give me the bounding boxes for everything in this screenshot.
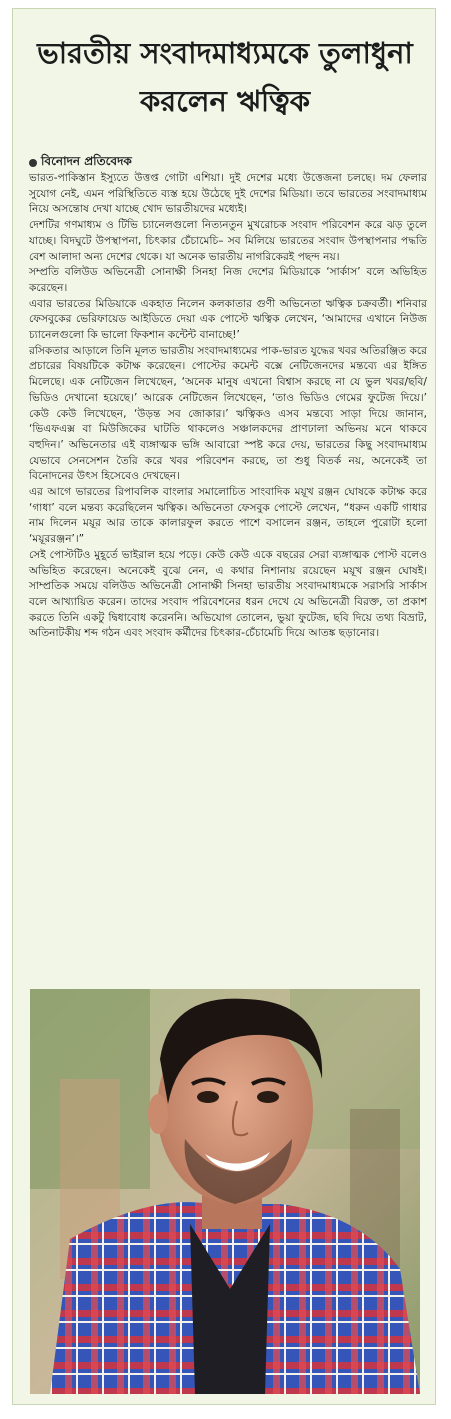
headline: ভারতীয় সংবাদমাধ্যমকে তুলাধুনা করলেন ঋত্বিক — [37, 36, 413, 118]
actor-photo — [30, 989, 420, 1394]
article-body — [29, 171, 427, 642]
byline — [29, 153, 427, 173]
paragraph-5: রসিকতার আড়ালে তিনি মূলত ভারতীয় সংবাদমাধ্যমের পাক-ভারত যুদ্ধের খবর অতিরঞ্জিত করে প্রচারের বিষয়টিকে কটাক্ষ করেছেন। পোস্টের কমেন্ট বক্সে নেটিজেনদের মন্তব্যে এর ইঙ্গিত মিলেছে। এক নেটিজেন লিখেছেন, ‘অনেক মানুষ এখনো বিশ্বাস করছে না যে ভুল খবর/ছবি/ভিডিও দেখানো হয়েছে।’ আরেক নেটিজেন লিখেছেন, ‘তাও ভিডিও গেমের ফুটেজ দিয়ে।’ কেউ কেউ লিখেছেন, ‘উড়ন্ত সব জোকার।’ ঋত্বিকও এসব মন্তব্যে সাড়া দিয়ে জানান, ‘ভিএফএক্স বা মিউজিকের ঘাটতি থাকলেও সঞ্চালকদের প্রাণঢালা অভিনয় মনে থাকবে বহুদিন।’ অভিনেতার এই ব্যঙ্গাত্মক ভঙ্গি আবারো স্পষ্ট করে দেয়, ভারতের কিছু সংবাদমাধ্যম যেভাবে সেনসেশন তৈরি করে খবর পরিবেশন করছে, তা শুধু বিতর্ক নয়, অনেকেই তা বিনোদনের উৎস হিসেবেও দেখছেন। — [29, 344, 427, 483]
reporter-name: বিনোদন প্রতিবেদক — [41, 154, 132, 168]
paragraph-3: সম্প্রতি বলিউড অভিনেত্রী সোনাক্ষী সিনহা নিজ দেশের মিডিয়াকে ‘সার্কাস’ বলে অভিহিত করেছেন। — [29, 266, 427, 294]
paragraph-4: এবার ভারতের মিডিয়াকে একহাত নিলেন কলকাতার গুণী অভিনেতা ঋত্বিক চক্রবর্তী। শনিবার ফেসবুকের ভেরিফায়েড আইডিতে দেয়া এক পোস্টে ঋত্বিক লেখেন, ‘আমাদের এখানে নিউজ চ্যানেলগুলো কি ভালো ফিকশান কন্টেন্ট বানাচ্ছে!’ — [29, 297, 427, 342]
bullet-icon — [29, 159, 37, 167]
paragraph-6: এর আগে ভারতের রিপাবলিক বাংলার সমালোচিত সাংবাদিক ময়ূখ রঞ্জন ঘোষকে কটাক্ষ করে ‘গাধা’ বলে মন্তব্য করেছিলেন ঋত্বিক। অভিনেতা ফেসবুক পোস্টে লেখেন, “ধরুন একটি গাধার নাম দিলেন ময়ূর আর তাকে কালারফুল করতে পাশে বসালেন রঞ্জন, তাহলে পুরোটা হলো ‘ময়ূররঞ্জন’।” — [29, 486, 427, 546]
paragraph-7: সেই পোস্টটিও মুহূর্তে ভাইরাল হয়ে পড়ে। কেউ কেউ একে বছরের সেরা ব্যঙ্গাত্মক পোস্ট বলেও অভিহিত করেছেন। অনেকেই বুঝে নেন, এ কথার নিশানায় রয়েছেন ময়ূখ রঞ্জন ঘোষই। সাম্প্রতিক সময়ে বলিউড অভিনেত্রী সোনাক্ষী সিনহা ভারতীয় সংবাদমাধ্যমকে সরাসরি সার্কাস বলে আখ্যায়িত করেন। তাদের সংবাদ পরিবেশনের ধরন দেখে যে অভিনেত্রী বিরক্ত, তা প্রকাশ করতে তিনি একটু দ্বিধাবোধ করেননি। অভিযোগ তোলেন, ভুয়া ফুটেজ, ছবি দিয়ে তথ্য বিভ্রাট, অতিনাটকীয় শব্দ গঠন এবং সংবাদ কর্মীদের চিৎকার-চেঁচামেচি দিয়ে আতঙ্ক ছড়ানোর। — [29, 548, 427, 640]
paragraph-1: ভারত-পাকিস্তান ইস্যুতে উত্তপ্ত গোটা এশিয়া। দুই দেশের মধ্যে উত্তেজনা চলছে। দম ফেলার সুযোগ নেই, এমন পরিস্থিতিতে ব্যস্ত হয়ে উঠেছে দুই দেশের মিডিয়া। তবে ভারতের সংবাদমাধ্যম নিয়ে অসন্তোষ দেখা যাচ্ছে খোদ ভারতীয়দের মধ্যেই। — [29, 172, 427, 216]
newspaper-clipping — [12, 8, 436, 1405]
paragraph-2: দেশটির গণমাধ্যম ও টিভি চ্যানেলগুলো নিত্যনতুন মুখরোচক সংবাদ পরিবেশন করে ঝড় তুলে যাচ্ছে। বিদঘুটে উপস্থাপনা, চিৎকার চেঁচামেচি– সব মিলিয়ে ভারতের সংবাদ উপস্থাপনার পদ্ধতি বেশ আলাদা অন্য দেশের থেকে। যা অনেক ভারতীয় নাগরিকেরই পছন্দ নয়। — [29, 219, 427, 263]
